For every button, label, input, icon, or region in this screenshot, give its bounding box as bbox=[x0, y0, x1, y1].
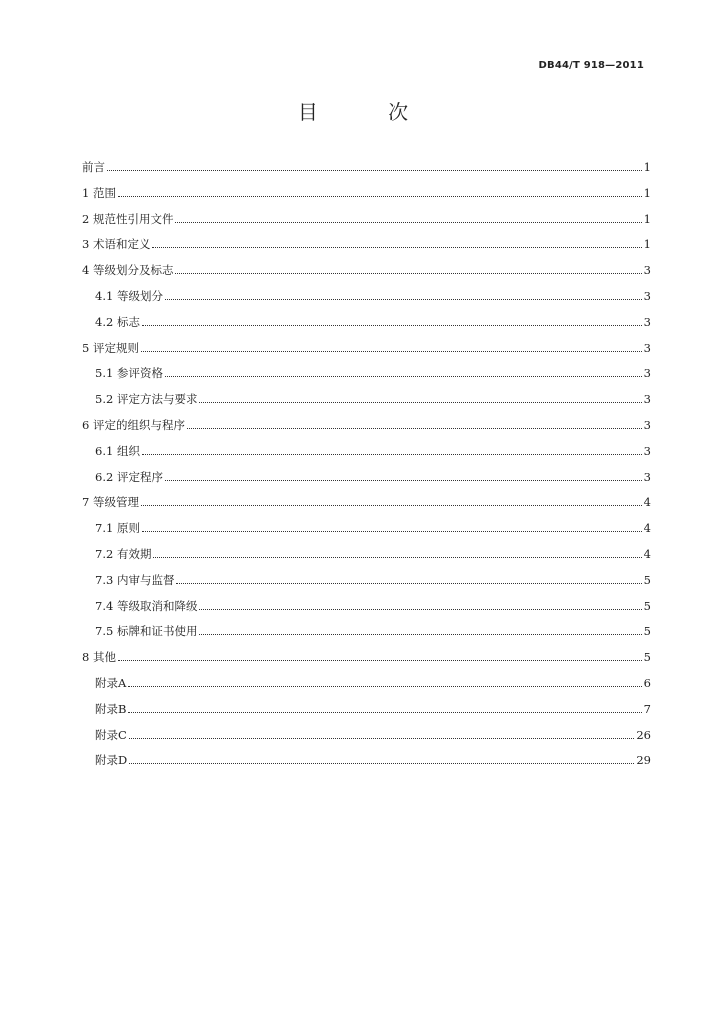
toc-leader-dots bbox=[199, 609, 641, 610]
toc-leader-dots bbox=[152, 247, 641, 248]
toc-entry-page-number: 3 bbox=[643, 443, 651, 458]
toc-entry[interactable] bbox=[82, 491, 651, 513]
toc-leader-dots bbox=[199, 634, 641, 635]
toc-entry-page-number: 3 bbox=[643, 469, 651, 484]
toc-entry[interactable] bbox=[82, 208, 651, 230]
toc-entry[interactable] bbox=[95, 517, 651, 539]
toc-leader-dots bbox=[129, 763, 634, 764]
toc-entry-page-number: 3 bbox=[643, 340, 651, 355]
toc-entry-page-number: 3 bbox=[643, 392, 651, 407]
toc-entry-page-number: 3 bbox=[643, 418, 651, 432]
toc-entry[interactable] bbox=[95, 543, 651, 565]
toc-entry[interactable] bbox=[82, 182, 651, 204]
toc-entry-label: 6.1 组织 bbox=[95, 443, 140, 458]
toc-leader-dots bbox=[141, 351, 642, 352]
toc-leader-dots bbox=[199, 402, 641, 403]
toc-entry[interactable] bbox=[82, 233, 651, 255]
toc-entry-label: 4.1 等级划分 bbox=[95, 289, 163, 303]
toc-entry-page-number: 5 bbox=[643, 572, 651, 587]
toc-entry-page-number: 6 bbox=[643, 676, 651, 690]
toc-entry[interactable] bbox=[95, 569, 651, 591]
toc-entry-label: 4 等级划分及标志 bbox=[82, 263, 174, 278]
toc-entry[interactable] bbox=[95, 466, 651, 488]
toc-leader-dots bbox=[153, 557, 641, 558]
toc-entry-label: 附录B bbox=[95, 701, 127, 716]
toc-entry[interactable] bbox=[95, 620, 651, 642]
toc-entry[interactable] bbox=[95, 362, 651, 384]
toc-leader-dots bbox=[142, 325, 642, 326]
toc-entry-page-number: 5 bbox=[643, 598, 651, 613]
toc-entry-label: 7 等级管理 bbox=[82, 495, 139, 510]
page-title: 目 次 bbox=[297, 100, 441, 124]
toc-entry[interactable] bbox=[82, 414, 651, 436]
toc-leader-dots bbox=[118, 660, 642, 661]
document-code: DB44/T 918—2011 bbox=[538, 60, 644, 71]
toc-entry-label: 5 评定规则 bbox=[82, 340, 139, 355]
toc-entry-label: 6.2 评定程序 bbox=[95, 469, 163, 484]
toc-entry-label: 7.4 等级取消和降级 bbox=[95, 598, 198, 613]
toc-leader-dots bbox=[118, 196, 642, 197]
toc-entry-label: 3 术语和定义 bbox=[82, 237, 151, 252]
toc-entry-label: 1 范围 bbox=[82, 185, 116, 200]
toc-entry-label: 5.1 参评资格 bbox=[95, 366, 163, 381]
toc-entry-label: 8 其他 bbox=[82, 650, 116, 665]
toc-entry-label: 2 规范性引用文件 bbox=[82, 211, 174, 226]
toc-leader-dots bbox=[128, 712, 641, 713]
toc-entry-label: 5.2 评定方法与要求 bbox=[95, 392, 198, 407]
toc-leader-dots bbox=[107, 170, 642, 171]
toc-entry[interactable] bbox=[82, 646, 651, 668]
toc-entry-page-number: 1 bbox=[643, 211, 651, 226]
toc-entry[interactable] bbox=[95, 285, 651, 307]
toc-entry-page-number: 4 bbox=[643, 547, 651, 561]
toc-entry-page-number: 1 bbox=[643, 185, 651, 200]
toc-entry[interactable] bbox=[82, 156, 651, 178]
toc-entry-page-number: 5 bbox=[643, 624, 651, 639]
toc-leader-dots bbox=[187, 428, 642, 429]
toc-leader-dots bbox=[128, 686, 641, 687]
toc-entry-page-number: 3 bbox=[643, 314, 651, 329]
toc-entry-label: 6 评定的组织与程序 bbox=[82, 418, 185, 432]
toc-leader-dots bbox=[165, 376, 642, 377]
toc-entry[interactable] bbox=[82, 337, 651, 359]
toc-entry-label: 附录D bbox=[95, 753, 128, 768]
toc-entry-page-number: 29 bbox=[636, 753, 651, 768]
toc-entry-label: 前言 bbox=[82, 160, 105, 174]
toc-entry[interactable] bbox=[95, 672, 651, 694]
toc-entry[interactable] bbox=[95, 724, 651, 746]
toc-entry[interactable] bbox=[95, 749, 651, 771]
toc-entry-label: 4.2 标志 bbox=[95, 314, 140, 329]
toc-entry-page-number: 5 bbox=[643, 650, 651, 665]
toc-leader-dots bbox=[142, 454, 642, 455]
toc-entry-label: 附录C bbox=[95, 727, 127, 742]
toc-entry-page-number: 4 bbox=[643, 521, 651, 536]
toc-leader-dots bbox=[175, 222, 641, 223]
toc-entry-page-number: 3 bbox=[643, 263, 651, 278]
toc-leader-dots bbox=[165, 299, 642, 300]
toc-entry[interactable] bbox=[95, 595, 651, 617]
toc-entry-label: 附录A bbox=[95, 676, 127, 690]
toc-entry-page-number: 3 bbox=[643, 289, 651, 303]
toc-leader-dots bbox=[176, 583, 641, 584]
toc-leader-dots bbox=[129, 738, 635, 739]
toc-entry-page-number: 4 bbox=[643, 495, 651, 510]
toc-entry[interactable] bbox=[95, 388, 651, 410]
toc-entry[interactable] bbox=[95, 440, 651, 462]
toc-entry-label: 7.3 内审与监督 bbox=[95, 572, 175, 587]
toc-leader-dots bbox=[175, 273, 641, 274]
toc-entry[interactable] bbox=[82, 259, 651, 281]
toc-entry-label: 7.2 有效期 bbox=[95, 547, 152, 561]
toc-entry-page-number: 3 bbox=[643, 366, 651, 381]
toc-leader-dots bbox=[165, 480, 642, 481]
toc-leader-dots bbox=[142, 531, 642, 532]
toc-entry-page-number: 1 bbox=[643, 160, 651, 174]
toc-entry-label: 7.5 标牌和证书使用 bbox=[95, 624, 198, 639]
toc-entry[interactable] bbox=[95, 311, 651, 333]
toc-leader-dots bbox=[141, 505, 642, 506]
toc-entry[interactable] bbox=[95, 698, 651, 720]
toc-entry-page-number: 1 bbox=[643, 237, 651, 252]
toc-entry-page-number: 26 bbox=[636, 727, 651, 742]
toc-entry-label: 7.1 原则 bbox=[95, 521, 140, 536]
toc-entry-page-number: 7 bbox=[643, 701, 651, 716]
